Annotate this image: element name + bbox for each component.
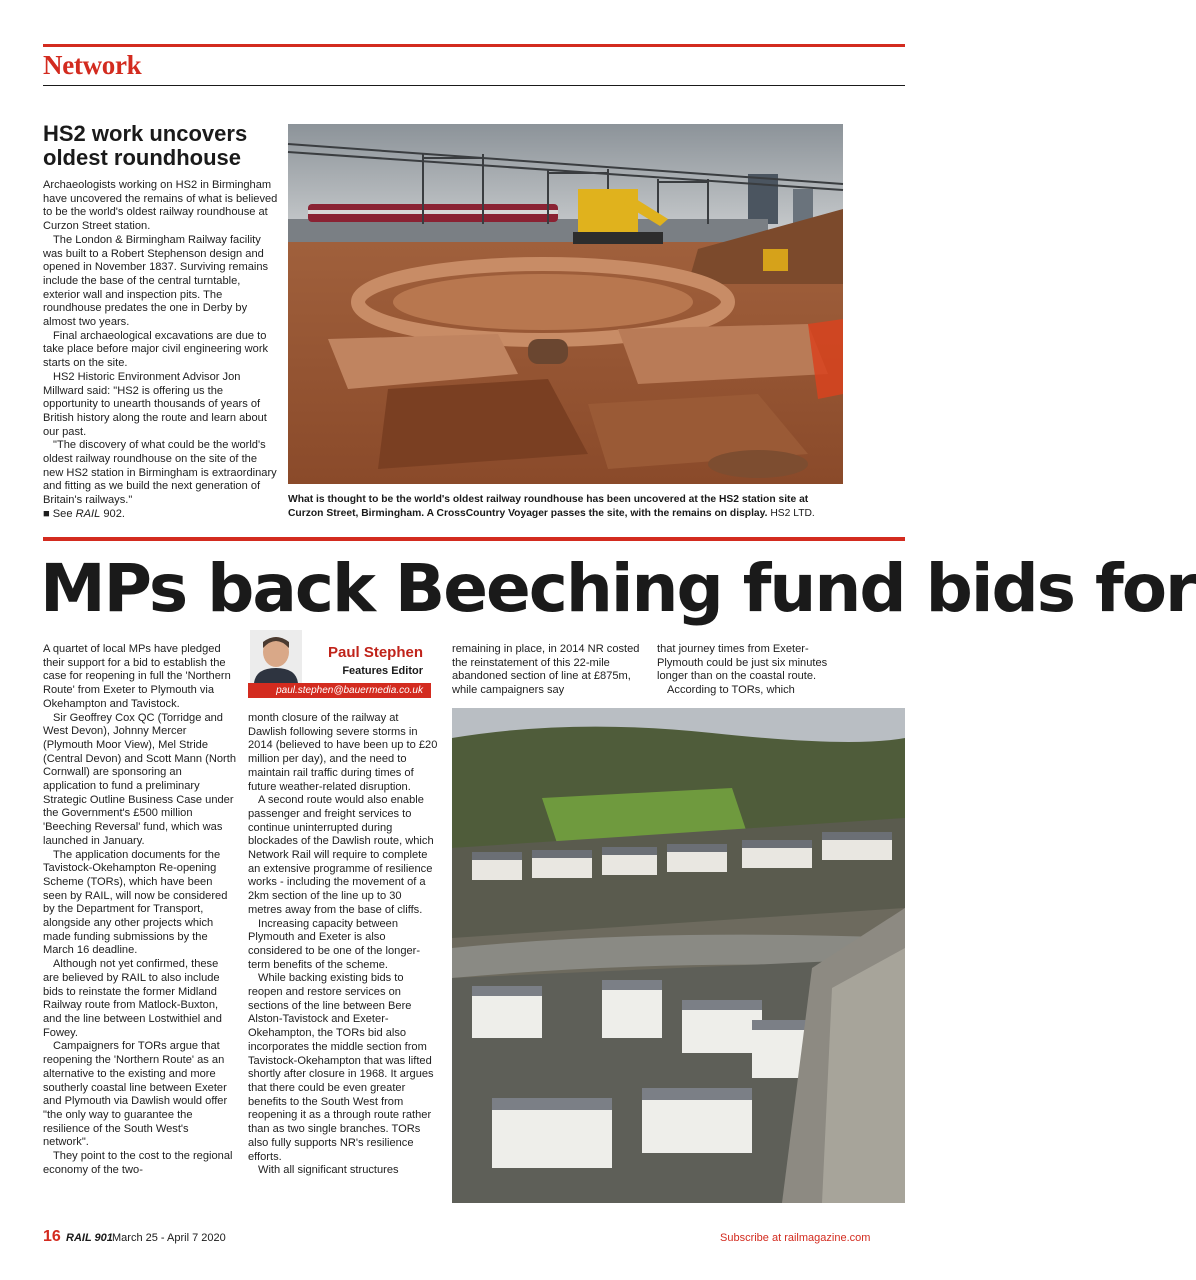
main-col-1 bbox=[43, 643, 236, 1177]
main-paragraph: They point to the cost to the regional economy of the two- bbox=[43, 1150, 233, 1176]
hs2-body bbox=[43, 179, 278, 522]
footer-magazine: RAIL 901 bbox=[66, 1232, 113, 1244]
see-also bbox=[43, 508, 278, 522]
roundhouse-photo-art bbox=[288, 124, 843, 484]
story-divider bbox=[43, 537, 905, 541]
page-number: 16 bbox=[43, 1228, 61, 1245]
hs2-paragraph: "The discovery of what could be the world's oldest railway roundhouse on the site of the new HS2 station in Birmingham is extraordinary and fitting as we build the next generation of Britain's railways." bbox=[43, 439, 277, 507]
see-also-prefix: ■ See bbox=[43, 507, 76, 520]
main-col-3 bbox=[452, 643, 646, 698]
top-red-rule bbox=[43, 44, 905, 47]
main-col-2 bbox=[248, 712, 438, 1178]
photo-caption bbox=[288, 493, 828, 520]
aerial-town-photo-art bbox=[452, 708, 905, 1203]
see-also-mag: RAIL bbox=[75, 507, 101, 520]
main-paragraph: remaining in place, in 2014 NR costed the reinstatement of this 22-mile abandoned section of line at £875m, while campaigners say bbox=[452, 643, 640, 697]
main-paragraph: A quartet of local MPs have pledged their support for a bid to establish the case for reopening in full the 'Northern Route' from Exeter to Plymouth via Okehampton and Tavistock. bbox=[43, 643, 231, 710]
hs2-paragraph: Final archaeological excavations are due to take place before major civil engineering work starts on the site. bbox=[43, 329, 269, 370]
main-headline: MPs back Beeching fund bids for bbox=[40, 550, 1196, 627]
main-paragraph: Campaigners for TORs argue that reopening the 'Northern Route' as an alternative to the existing and more southerly coastal line between Exeter and Plymouth via Dawlish would offer "the only way to guarantee the resilience of the South West's network". bbox=[43, 1040, 228, 1149]
main-paragraph: Sir Geoffrey Cox QC (Torridge and West Devon), Johnny Mercer (Plymouth Moor View), Mel Stride (Central Devon) and Scott Mann (North Cornwall) are sponsoring an application to fund a preliminary Strategic Outline Business Case under the Government's £500 million 'Beeching Reversal' fund, which was launched in January. bbox=[43, 711, 236, 847]
footer-date: March 25 - April 7 2020 bbox=[112, 1232, 226, 1244]
aerial-town-photo bbox=[452, 708, 905, 1203]
author-role: Features Editor bbox=[342, 665, 423, 677]
caption-text: What is thought to be the world's oldest railway roundhouse has been uncovered at the HS2 station site at Curzon Street, Birmingham. A CrossCountry Voyager passes the site, with the remains on display. bbox=[288, 494, 809, 519]
author-email[interactable]: paul.stephen@bauermedia.co.uk bbox=[248, 683, 431, 698]
section-underline bbox=[43, 85, 905, 86]
footer-subscribe-link[interactable]: Subscribe at railmagazine.com bbox=[720, 1232, 871, 1244]
main-paragraph: While backing existing bids to reopen and restore services on sections of the line between Bere Alston-Tavistock and Exeter-Okehampton, the TORs bid also incorporates the middle section from Tavistock-Okehampton that was lifted shortly after closure in 1968. It argues that there could be even greater benefits to the South West from reopening it as a through route rather than as two single branches. TORs also fully supports NR's resilience efforts. bbox=[248, 972, 434, 1163]
main-paragraph: The application documents for the Tavistock-Okehampton Re-opening Scheme (TORs), which have been seen by RAIL, will now be considered by the Department for Transport, alongside any other projects which made funding submissions by the March 16 deadline. bbox=[43, 848, 228, 957]
see-also-issue: 902. bbox=[100, 507, 125, 520]
hs2-headline: HS2 work uncovers oldest roundhouse bbox=[43, 121, 248, 170]
author-photo bbox=[250, 630, 302, 683]
section-label: Network bbox=[43, 50, 142, 80]
author-box bbox=[248, 630, 431, 698]
main-paragraph: With all significant structures bbox=[258, 1164, 399, 1177]
main-paragraph: that journey times from Exeter-Plymouth could be just six minutes longer than on the coastal route. bbox=[657, 643, 828, 683]
main-paragraph: Increasing capacity between Plymouth and Exeter is also considered to be one of the longer-term benefits of the scheme. bbox=[248, 917, 421, 971]
main-paragraph: month closure of the railway at Dawlish following severe storms in 2014 (believed to have been up to £20 million per day), and the need to maintain rail traffic during times of future weather-related disruption. bbox=[248, 712, 438, 793]
hs2-paragraph: Archaeologists working on HS2 in Birmingham have uncovered the remains of what is believed to be the world's oldest railway roundhouse at Curzon Street station. bbox=[43, 179, 278, 233]
main-paragraph: Although not yet confirmed, these are believed by RAIL to also include bids to reinstate the former Midland Railway route from Matlock-Buxton, and the line between Lostwithiel and Fowey. bbox=[43, 958, 222, 1039]
main-paragraph: According to TORs, which bbox=[667, 684, 795, 697]
main-paragraph: A second route would also enable passenger and freight services to continue uninterrupted during blockades of the Dawlish route, which Network Rail will require to complete an extensive programme of resilience works - including the movement of a 2km section of the line up to 30 metres away from the base of cliffs. bbox=[248, 794, 434, 916]
author-name: Paul Stephen bbox=[327, 644, 423, 661]
author-avatar bbox=[250, 630, 302, 683]
roundhouse-photo bbox=[288, 124, 843, 484]
photo-credit: HS2 LTD. bbox=[767, 507, 815, 519]
hs2-paragraph: HS2 Historic Environment Advisor Jon Millward said: "HS2 is offering us the opportunity to unearth thousands of years of British history along the route and learn about our past. bbox=[43, 370, 267, 438]
main-col-4 bbox=[657, 643, 851, 698]
hs2-paragraph: The London & Birmingham Railway facility was built to a Robert Stephenson design and opened in November 1837. Surviving remains include the base of the central turntable, exterior wall and inspection pits. The roundhouse predates the one in Derby by almost two years. bbox=[43, 233, 269, 329]
